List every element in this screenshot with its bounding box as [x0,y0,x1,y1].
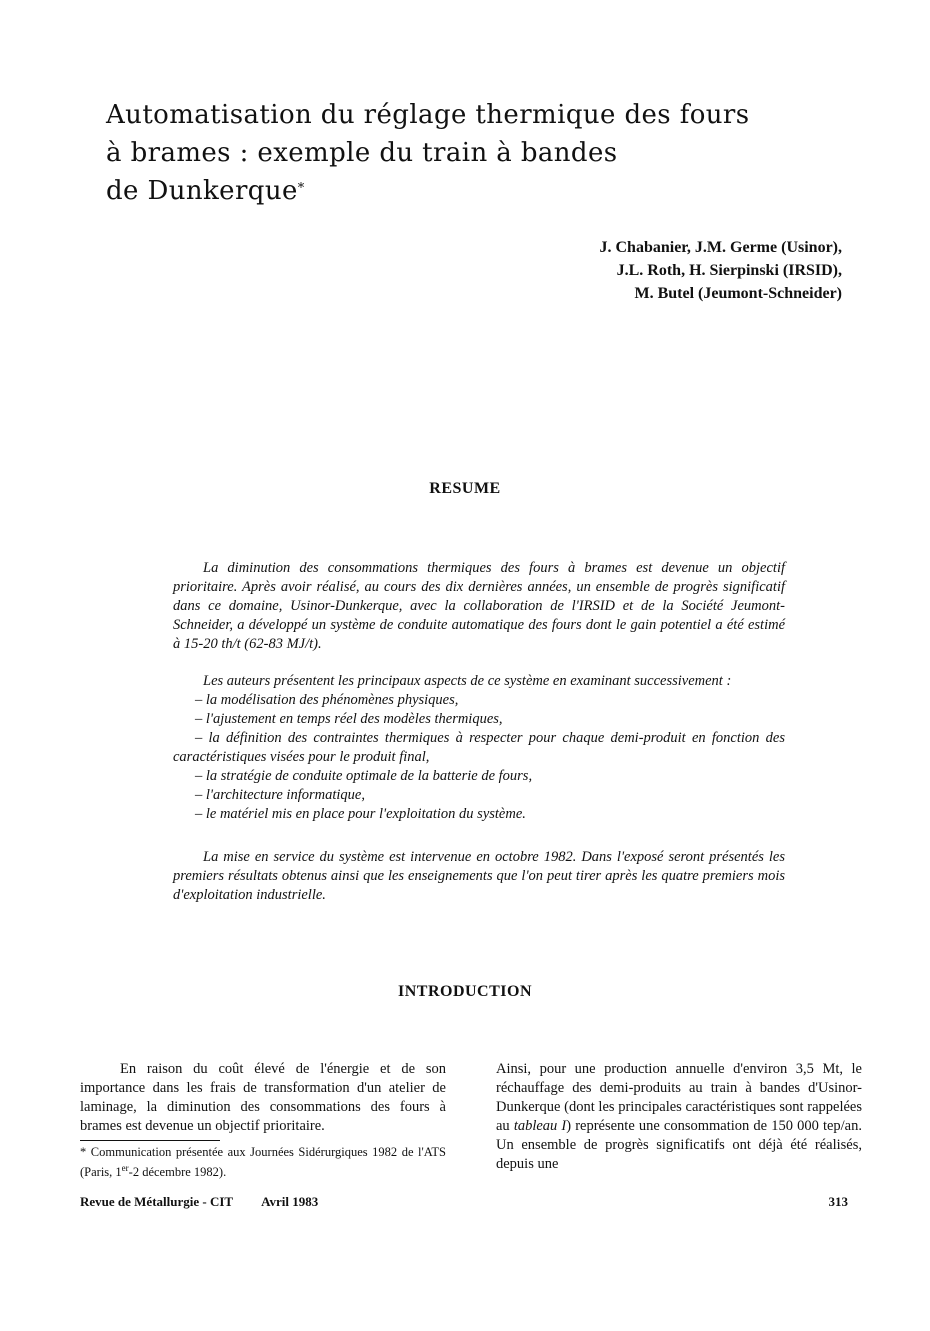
resume-paragraph-3 [173,848,785,905]
footnote-divider [80,1140,220,1141]
page-number: 313 [828,1194,848,1209]
resume-list-item: – la modélisation des phénomènes physiques, [195,692,459,708]
introduction-heading: INTRODUCTION [397,983,532,1000]
footnote-superscript: er [121,1163,129,1173]
author-line-3: M. Butel (Jeumont-Schneider) [634,285,842,302]
article-title [106,96,846,210]
author-line-2: J.L. Roth, H. Sierpinski (IRSID), [616,262,842,279]
resume-paragraph-1 [173,559,785,654]
introduction-left-text: En raison du coût élevé de l'énergie et de son importance dans les frais de transformation d'un atelier de laminage, la diminution des consommations des fours à brames est devenue un objectif prioritaire. [80,1061,446,1134]
resume-list-item: – l'ajustement en temps réel des modèles thermiques, [195,711,503,727]
title-line-3-text: de Dunkerque [106,176,298,206]
resume-paragraph-2 [173,672,785,824]
title-line-3 [106,172,846,210]
journal-name: Revue de Métallurgie - CIT [80,1194,234,1209]
author-line-1: J. Chabanier, J.M. Germe (Usinor), [599,239,842,256]
title-line-1: Automatisation du réglage thermique des fours [106,100,750,130]
title-footnote-mark: * [297,181,305,196]
introduction-right-text-b: ) représente une consommation de 150 000 tep/an. Un ensemble de progrès significatifs ont déjà été réalisés, depuis une [496,1118,862,1172]
introduction-right-column [496,1060,862,1174]
introduction-left-column [80,1060,446,1136]
footnote [80,1144,446,1180]
issue-date: Avril 1983 [261,1194,319,1209]
running-footer [80,1194,318,1210]
resume-text-1: La diminution des consommations thermiques des fours à brames est devenue un objectif prioritaire. Après avoir réalisé, au cours des dix dernières années, un ensemble de progrès significatif dans ce domaine, Usinor-Dunkerque, avec la collaboration de l'IRSID et de la Société Jeumont-Schneider, a développé un système de conduite automatique des fours dont le gain potentiel a été estimé à 15-20 th/t (62-83 MJ/t). [173,560,785,652]
footnote-text-a: * Communication présentée aux Journées Sidérurgiques 1982 de l'ATS (Paris, 1 [80,1145,446,1180]
resume-list-item: – le matériel mis en place pour l'exploitation du système. [195,806,526,822]
author-list [600,236,843,305]
resume-text-2: Les auteurs présentent les principaux aspects de ce système en examinant successivement : [203,673,732,689]
introduction-right-text-a: Ainsi, pour une production annuelle d'environ 3,5 Mt, le réchauffage des demi-produits au train à bandes d'Usinor-Dunkerque (dont les principales caractéristiques sont rappelées au [496,1061,862,1134]
resume-list-item: – la stratégie de conduite optimale de la batterie de fours, [195,768,533,784]
title-line-2: à brames : exemple du train à bandes [106,138,618,168]
footnote-text-b: -2 décembre 1982). [128,1165,227,1180]
resume-text-3: La mise en service du système est intervenue en octobre 1982. Dans l'exposé seront présentés les premiers résultats obtenus ainsi que les enseignements que l'on peut tirer après les quatre premiers mois d'exploitation industrielle. [173,849,785,903]
table-reference: tableau I [513,1118,567,1134]
resume-heading: RESUME [429,480,501,497]
introduction-right-text [496,1060,862,1174]
resume-list-item: – l'architecture informatique, [195,787,365,803]
resume-list-item: – la définition des contraintes thermiques à respecter pour chaque demi-produit en fonction des caractéristiques visées pour le produit final, [173,730,785,765]
